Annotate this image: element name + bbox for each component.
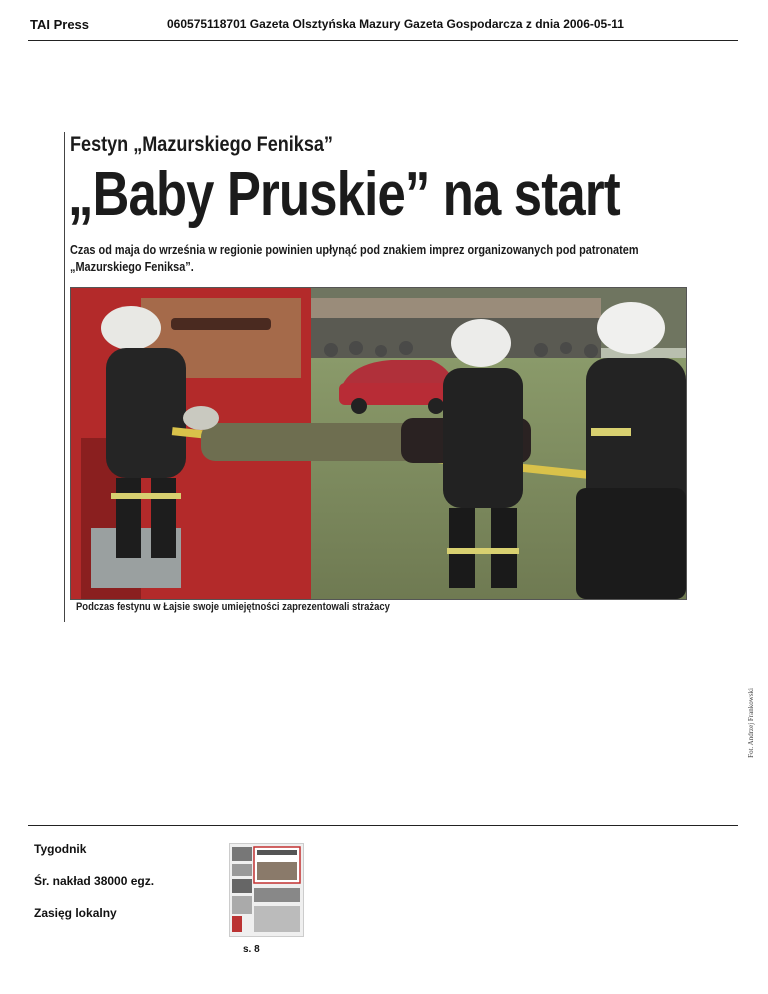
publication-type: Tygodnik: [34, 842, 87, 856]
top-divider: [28, 40, 738, 41]
article-photo: [70, 287, 687, 600]
article-headline: „Baby Pruskie” na start: [68, 160, 620, 229]
reach-info: Zasięg lokalny: [34, 906, 117, 920]
circulation-info: Śr. nakład 38000 egz.: [34, 874, 155, 888]
article-lead: Czas od maja do września w regionie powinien upłynąć pod znakiem imprez organizowanych pod patronatem „Mazurskiego Feniksa”.: [70, 242, 639, 274]
page-thumbnail: [229, 843, 304, 937]
brand-label: TAI Press: [30, 17, 90, 32]
photo-credit: Fot. Andrzej Frankowski: [747, 688, 755, 758]
page-header: [30, 17, 738, 37]
document-title: 060575118701 Gazeta Olsztyńska Mazury Gazeta Gospodarcza z dnia 2006-05-11: [167, 17, 624, 31]
photo-caption: Podczas festynu w Łajsie swoje umiejętności zaprezentowali strażacy: [76, 601, 390, 613]
page-number: s. 8: [243, 944, 260, 955]
bottom-divider: [28, 825, 738, 826]
press-clipping: [64, 128, 755, 758]
clipping-border: [64, 132, 65, 622]
article-kicker: Festyn „Mazurskiego Feniksa”: [70, 133, 333, 156]
